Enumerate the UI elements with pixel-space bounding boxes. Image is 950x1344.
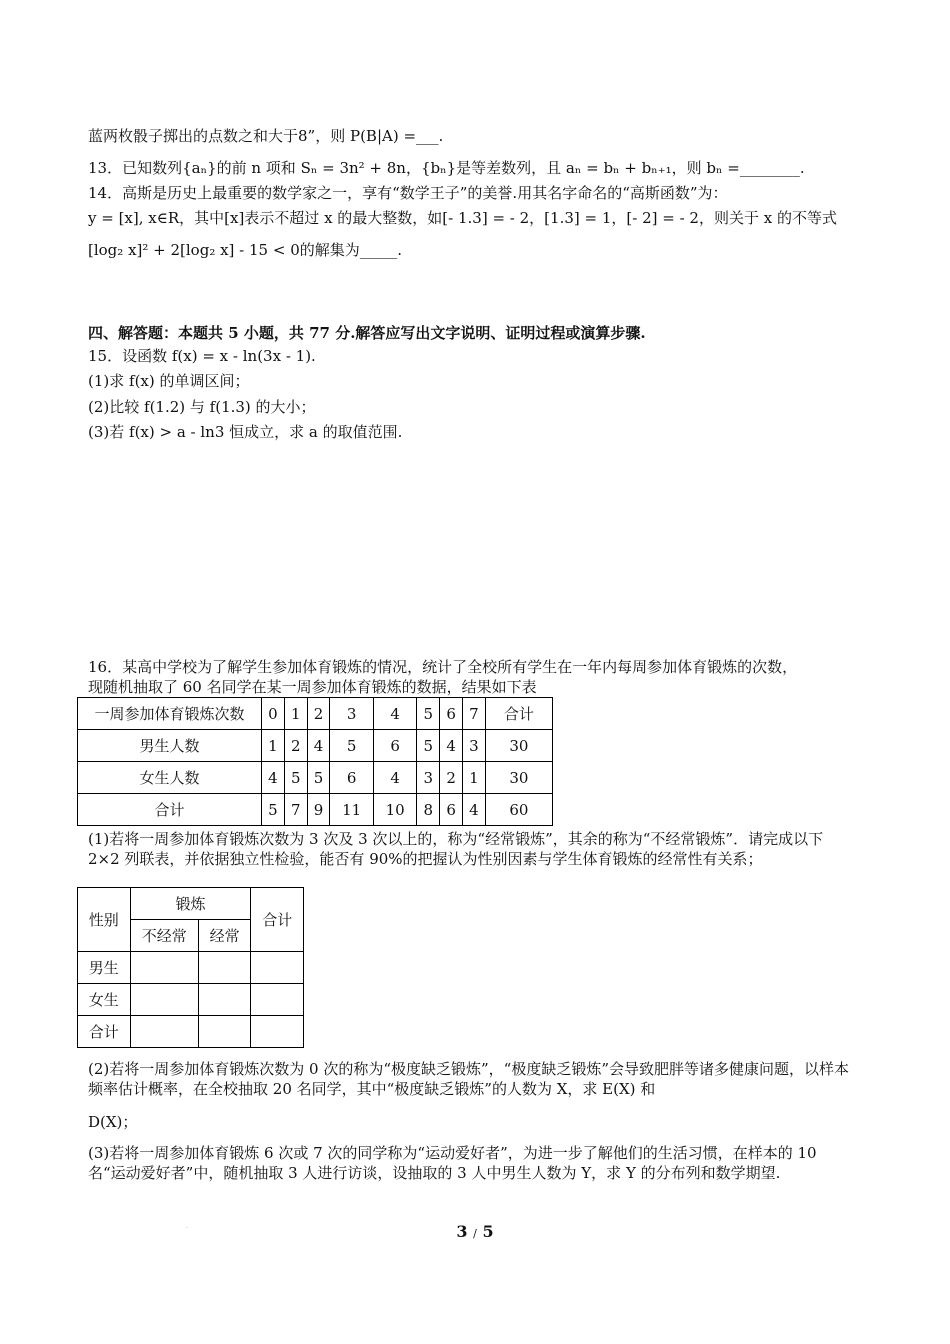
table-cell: 3 xyxy=(463,730,486,762)
table-cell: 女生人数 xyxy=(78,762,262,794)
table-cell: 经常 xyxy=(198,920,251,952)
table-cell: 8 xyxy=(417,794,440,826)
table-cell: 6 xyxy=(440,698,463,730)
table-cell: 5 xyxy=(330,730,373,762)
table-header-row xyxy=(78,698,553,730)
table-cell: 合计 xyxy=(485,698,552,730)
table-cell: 7 xyxy=(463,698,486,730)
page-mark: · xyxy=(186,1225,188,1232)
question-14-line2: y = [x], x∈R，其中[x]表示不超过 x 的最大整数，如[- 1.3] = - 2，[1.3] = 1，[- 2] = - 2，则关于 x 的不等式 xyxy=(88,209,837,227)
table-cell: 男生 xyxy=(78,952,131,984)
question-16-part1: (1)若将一周参加体育锻炼次数为 3 次及 3 次以上的，称为“经常锻炼”，其余的称为“不经常锻炼”．请完成以下 2×2 列联表，并依据独立性检验，能否有 90%的把握认为性别因素与学生体育锻炼的经常性有关系； xyxy=(88,830,824,868)
table-cell xyxy=(198,952,251,984)
question-15-part1: (1)求 f(x) 的单调区间； xyxy=(88,372,250,390)
table-cell: 2 xyxy=(440,762,463,794)
table-cell: 合计 xyxy=(78,1016,131,1048)
table-cell xyxy=(130,952,198,984)
q12-continuation: 蓝两枚骰子掷出的点数之和大于8”，则 P(B|A) =___. xyxy=(88,127,444,145)
table-cell: 4 xyxy=(307,730,330,762)
table-cell: 30 xyxy=(485,730,552,762)
table-cell: 3 xyxy=(417,762,440,794)
table-cell xyxy=(251,984,304,1016)
page-separator: / xyxy=(473,1227,477,1240)
table-cell: 6 xyxy=(330,762,373,794)
question-16-part2: (2)若将一周参加体育锻炼次数为 0 次的称为“极度缺乏锻炼”，“极度缺乏锻炼”会导致肥胖等诸多健康问题，以样本频率估计概率，在全校抽取 20 名同学，其中“极度缺乏锻炼”的人数为 X，求 E(X) 和 xyxy=(88,1060,850,1098)
question-14-line3: [log₂ x]² + 2[log₂ x] - 15 < 0的解集为_____. xyxy=(88,241,403,259)
table-cell: 5 xyxy=(307,762,330,794)
table-cell: 6 xyxy=(440,794,463,826)
table-cell: 合计 xyxy=(251,888,304,952)
table-cell: 30 xyxy=(485,762,552,794)
table-cell: 锻炼 xyxy=(130,888,251,920)
table-cell xyxy=(251,952,304,984)
question-14-line1: 14．高斯是历史上最重要的数学家之一，享有“数学王子”的美誉.用其名字命名的“高斯函数”为： xyxy=(88,184,728,202)
table-row xyxy=(78,762,553,794)
table-cell xyxy=(198,984,251,1016)
table-cell: 3 xyxy=(330,698,373,730)
table-cell: 9 xyxy=(307,794,330,826)
question-15: 15．设函数 f(x) = x - ln(3x - 1). xyxy=(88,347,316,365)
table-cell: 4 xyxy=(373,698,416,730)
table-row xyxy=(78,984,304,1016)
table-cell: 11 xyxy=(330,794,373,826)
table-cell xyxy=(251,1016,304,1048)
contingency-table xyxy=(77,887,304,1048)
table-row xyxy=(78,952,304,984)
table-cell: 5 xyxy=(284,762,307,794)
table-row xyxy=(78,730,553,762)
current-page: 3 xyxy=(456,1222,468,1241)
table-row xyxy=(78,794,553,826)
table-cell: 4 xyxy=(373,762,416,794)
question-16-line2: 现随机抽取了 60 名同学在某一周参加体育锻炼的数据，结果如下表 xyxy=(88,678,537,696)
table-cell xyxy=(198,1016,251,1048)
question-16-part2-end: D(X)； xyxy=(88,1113,138,1131)
table-cell: 5 xyxy=(262,794,285,826)
table-cell: 2 xyxy=(307,698,330,730)
table-cell: 6 xyxy=(373,730,416,762)
table-cell: 合计 xyxy=(78,794,262,826)
question-16-line1: 16．某高中学校为了解学生参加体育锻炼的情况，统计了全校所有学生在一年内每周参加体育锻炼的次数， xyxy=(88,658,798,676)
table-cell xyxy=(130,1016,198,1048)
table-cell: 性别 xyxy=(78,888,131,952)
question-15-part3: (3)若 f(x) > a - ln3 恒成立，求 a 的取值范围. xyxy=(88,423,403,441)
exercise-frequency-table xyxy=(77,697,553,826)
table-cell: 0 xyxy=(262,698,285,730)
page-number xyxy=(0,1222,950,1241)
table-cell: 5 xyxy=(417,698,440,730)
section-4-heading: 四、解答题：本题共 5 小题，共 77 分.解答应写出文字说明、证明过程或演算步骤. xyxy=(88,324,646,342)
table-cell: 男生人数 xyxy=(78,730,262,762)
table-cell: 女生 xyxy=(78,984,131,1016)
table-header-row xyxy=(78,888,304,920)
question-16-part3: (3)若将一周参加体育锻炼 6 次或 7 次的同学称为“运动爱好者”，为进一步了解他们的生活习惯，在样本的 10 名“运动爱好者”中，随机抽取 3 人进行访谈，设抽取的 3 人中男生人数为 Y，求 Y 的分布列和数学期望. xyxy=(88,1144,817,1182)
table-row xyxy=(78,1016,304,1048)
table-cell: 10 xyxy=(373,794,416,826)
table-cell: 1 xyxy=(262,730,285,762)
table-cell: 7 xyxy=(284,794,307,826)
table-cell: 2 xyxy=(284,730,307,762)
table-cell: 4 xyxy=(440,730,463,762)
table-cell: 4 xyxy=(262,762,285,794)
table-cell: 1 xyxy=(284,698,307,730)
table-cell: 1 xyxy=(463,762,486,794)
table-cell: 不经常 xyxy=(130,920,198,952)
table-cell: 一周参加体育锻炼次数 xyxy=(78,698,262,730)
total-pages: 5 xyxy=(482,1222,494,1241)
question-13: 13．已知数列{aₙ}的前 n 项和 Sₙ = 3n² + 8n，{bₙ}是等差数列，且 aₙ = bₙ + bₙ₊₁，则 bₙ =________. xyxy=(88,159,805,177)
table-cell: 5 xyxy=(417,730,440,762)
table-cell: 4 xyxy=(463,794,486,826)
table-cell: 60 xyxy=(485,794,552,826)
table-cell xyxy=(130,984,198,1016)
question-15-part2: (2)比较 f(1.2) 与 f(1.3) 的大小； xyxy=(88,398,316,416)
